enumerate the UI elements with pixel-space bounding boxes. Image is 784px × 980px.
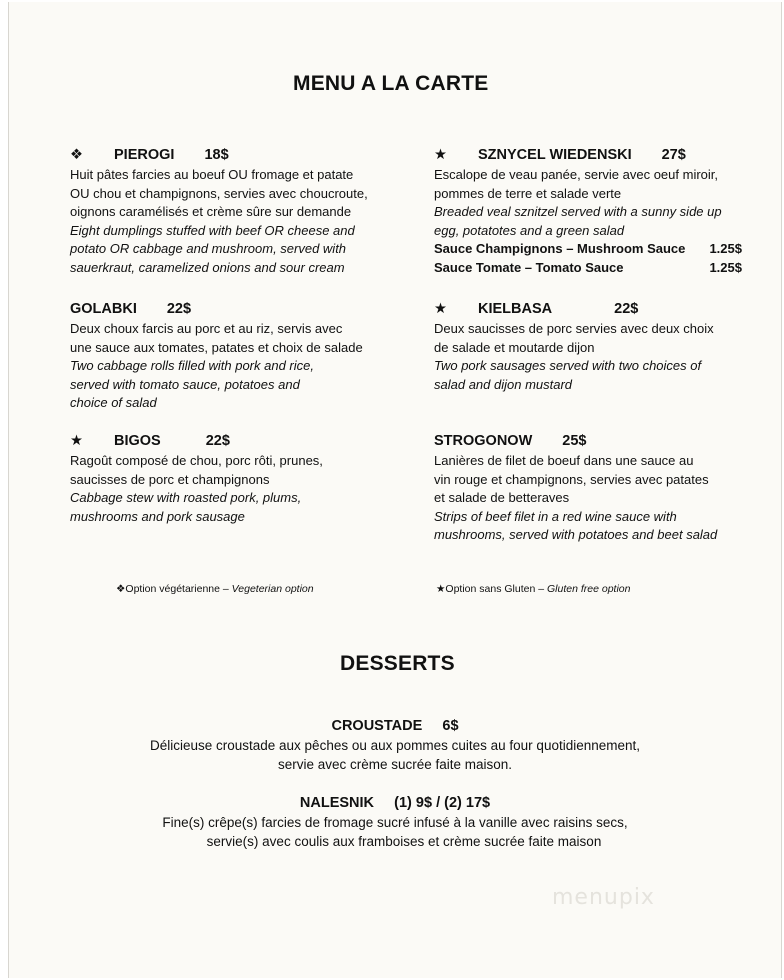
- dish-description: [70, 320, 363, 413]
- desc-en-line: Two cabbage rolls filled with pork and rice,: [70, 358, 314, 373]
- dish-price: 27$: [661, 147, 686, 163]
- desc-en-line: Breaded veal sznitzel served with a sunny side up: [434, 204, 722, 219]
- legend-en: Gluten free option: [546, 583, 631, 595]
- legend-fr: Option végétarienne –: [125, 583, 232, 595]
- sauce-price: 1.25$: [709, 259, 742, 275]
- dish-price: 18$: [204, 147, 229, 163]
- dish-kielbasa: [434, 301, 714, 394]
- dish-header: [434, 301, 714, 317]
- sauce-label: Sauce Champignons – Mushroom Sauce: [434, 241, 686, 256]
- gluten-free-star-icon: ★: [436, 583, 446, 595]
- dessert-desc-line: Délicieuse croustade aux pêches ou aux pommes cuites au four quotidiennement,: [149, 738, 641, 753]
- dish-bigos: [70, 433, 323, 526]
- legend-fr: Option sans Gluten –: [445, 583, 547, 595]
- dish-name: SZNYCEL WIEDENSKI: [478, 147, 632, 163]
- desc-en-line: mushrooms and pork sausage: [70, 508, 245, 524]
- vegetarian-icon: ❖: [116, 583, 126, 595]
- desc-en-line: served with tomato sauce, potatoes and: [70, 376, 300, 392]
- desc-fr-line: Escalope de veau panée, servie avec oeuf miroir,: [434, 167, 719, 182]
- desc-fr-line: et salade de betteraves: [434, 490, 570, 505]
- dish-description: [434, 452, 717, 545]
- dish-header: [70, 147, 368, 163]
- desc-fr-line: oignons caramélisés et crème sûre sur demande: [70, 204, 352, 219]
- dish-header: [434, 433, 717, 449]
- desc-fr-line: une sauce aux tomates, patates et choix de salade: [70, 339, 363, 355]
- desc-fr-line: de salade et moutarde dijon: [434, 339, 595, 355]
- sauce-option: [434, 240, 742, 259]
- dessert-nalesnik: [9, 795, 781, 851]
- desc-fr-line: OU chou et champignons, servies avec choucroute,: [70, 185, 368, 201]
- dessert-header: CROUSTADE 6$: [331, 718, 459, 734]
- desc-en-line: choice of salad: [70, 395, 157, 410]
- dessert-description: [9, 813, 781, 851]
- sauce-option: [434, 259, 742, 278]
- desc-fr-line: Huit pâtes farcies au boeuf OU fromage et patate: [70, 167, 354, 182]
- legend-en: Vegeterian option: [231, 583, 314, 595]
- dessert-desc-line: Fine(s) crêpe(s) farcies de fromage sucré infusé à la vanille avec raisins secs,: [162, 815, 628, 830]
- dish-header: [434, 147, 742, 163]
- desc-fr-line: vin rouge et champignons, servies avec patates: [434, 471, 709, 487]
- dish-name: GOLABKI: [70, 301, 137, 317]
- dessert-desc-line: servie(s) avec coulis aux framboises et crème sucrée faite maison: [206, 834, 602, 849]
- dish-strogonow: [434, 433, 717, 545]
- menu-page: [8, 2, 782, 978]
- desc-fr-line: Ragoût composé de chou, porc rôti, prunes,: [70, 453, 323, 468]
- dish-sznycel-wiedenski: [434, 147, 742, 277]
- dish-price: 25$: [562, 433, 587, 449]
- desc-fr-line: Lanières de filet de boeuf dans une sauce au: [434, 453, 694, 468]
- gluten-free-star-icon: ★: [434, 301, 447, 317]
- desc-en-line: Two pork sausages served with two choices of: [434, 358, 702, 373]
- desc-en-line: salad and dijon mustard: [434, 376, 573, 392]
- desc-en-line: Strips of beef filet in a red wine sauce with: [434, 508, 677, 524]
- dish-price: 22$: [614, 301, 639, 317]
- vegetarian-legend: [116, 583, 314, 595]
- dish-description: [70, 452, 323, 526]
- desc-en-line: egg, potatotes and a green salad: [434, 222, 625, 238]
- sauce-price: 1.25$: [709, 241, 742, 256]
- dish-pierogi: [70, 147, 368, 277]
- dish-description: [434, 320, 714, 394]
- dish-price: 22$: [205, 433, 230, 449]
- gluten-free-star-icon: ★: [434, 147, 447, 163]
- dessert-desc-line: servie avec crème sucrée faite maison.: [277, 757, 513, 772]
- desc-fr-line: pommes de terre et salade verte: [434, 185, 622, 201]
- dish-golabki: [70, 301, 363, 413]
- desc-en-line: potato OR cabbage and mushroom, served with: [70, 241, 347, 256]
- dish-description: [434, 166, 742, 277]
- watermark-logo: menupix: [552, 885, 655, 910]
- dish-price: 22$: [166, 301, 192, 317]
- dessert-croustade: [9, 718, 781, 774]
- dish-header: [70, 301, 363, 317]
- desserts-title: DESSERTS: [340, 652, 455, 675]
- desc-en-line: Cabbage stew with roasted pork, plums,: [70, 490, 302, 505]
- gluten-free-star-icon: ★: [70, 433, 83, 449]
- desc-fr-line: saucisses de porc et champignons: [70, 471, 270, 487]
- dish-header: [70, 433, 323, 449]
- dish-description: [70, 166, 368, 277]
- sauce-label: Sauce Tomate – Tomato Sauce: [434, 259, 624, 275]
- dish-name: STROGONOW: [434, 433, 533, 449]
- desc-fr-line: Deux choux farcis au porc et au riz, servis avec: [70, 321, 343, 336]
- dish-name: KIELBASA: [478, 301, 553, 317]
- desc-en-line: mushrooms, served with potatoes and beet salad: [434, 527, 718, 542]
- menu-title: MENU A LA CARTE: [293, 72, 489, 95]
- dessert-description: [9, 736, 781, 774]
- dish-name: PIEROGI: [114, 147, 175, 163]
- gluten-free-legend: [436, 583, 630, 595]
- dish-name: BIGOS: [114, 433, 161, 449]
- desc-fr-line: Deux saucisses de porc servies avec deux choix: [434, 321, 714, 336]
- desc-en-line: Eight dumplings stuffed with beef OR cheese and: [70, 222, 355, 238]
- desc-en-line: sauerkraut, caramelized onions and sour cream: [70, 259, 345, 275]
- dessert-header: NALESNIK (1) 9$ / (2) 17$: [299, 795, 491, 811]
- vegetarian-icon: ❖: [70, 147, 83, 163]
